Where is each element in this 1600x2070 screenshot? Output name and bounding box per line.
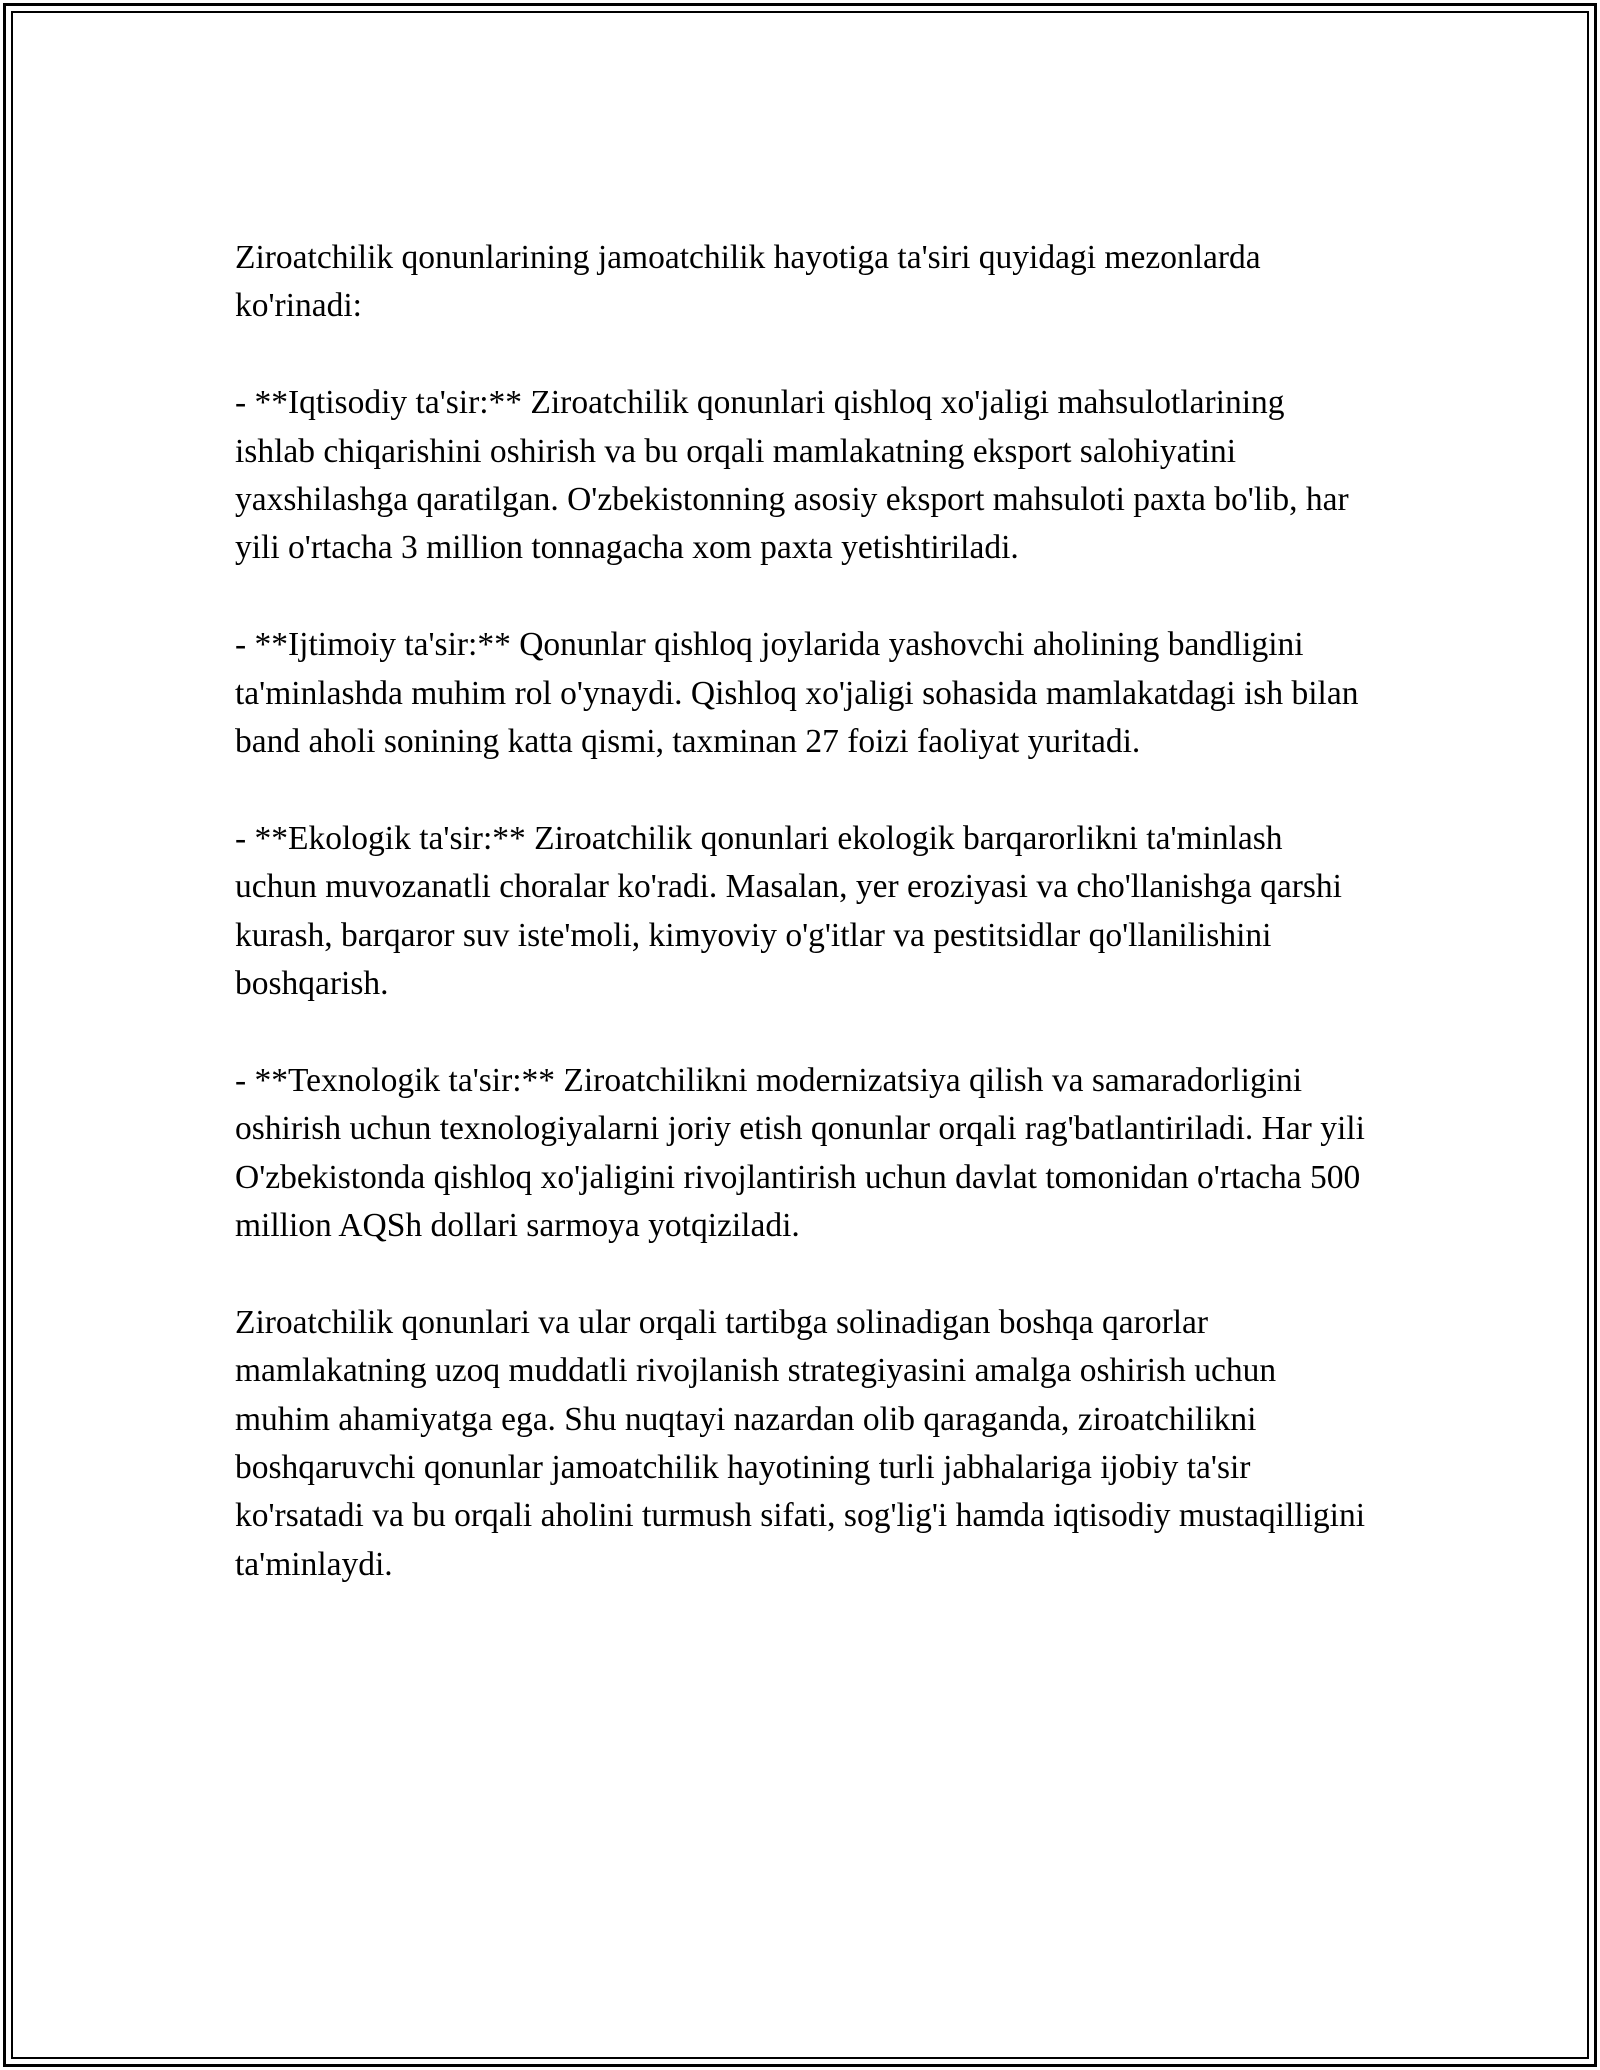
ecological-impact-paragraph: - **Ekologik ta'sir:** Ziroatchilik qonunlari ekologik barqarorlikni ta'minlash uchun muvozanatli choralar ko'radi. Masalan, yer eroziyasi va cho'llanishga qarshi kurash, barqaror suv iste'moli, kimyoviy o'g'itlar va pestitsidlar qo'llanilishini boshqarish. xyxy=(235,819,1342,1003)
conclusion-paragraph: Ziroatchilik qonunlari va ular orqali tartibga solinadigan boshqa qarorlar mamlakatning uzoq muddatli rivojlanish strategiyasini amalga oshirish uchun muhim ahamiyatga ega. Shu nuqtayi nazardan olib qaraganda, ziroatchilikni boshqaruvchi qonunlar jamoatchilik hayotining turli jabhalariga ijobiy ta'sir ko'rsatadi va bu orqali aholini turmush sifati, sog'lig'i hamda iqtisodiy mustaqilligini ta'minlaydi. xyxy=(235,1303,1366,1583)
economic-impact-paragraph: - **Iqtisodiy ta'sir:** Ziroatchilik qonunlari qishloq xo'jaligi mahsulotlarining ishlab chiqarishini oshirish va bu orqali mamlakatning eksport salohiyatini yaxshilashga qaratilgan. O'zbekistonning asosiy eksport mahsuloti paxta bo'lib, har yili o'rtacha 3 million tonnagacha xom paxta yetishtiriladi. xyxy=(235,384,1349,567)
social-impact-paragraph: - **Ijtimoiy ta'sir:** Qonunlar qishloq joylarida yashovchi aholining bandligini ta'minlashda muhim rol o'ynaydi. Qishloq xo'jaligi sohasida mamlakatdagi ish bilan band aholi sonining katta qismi, taxminan 27 foizi faoliyat yuritadi. xyxy=(235,626,1359,761)
intro-paragraph: Ziroatchilik qonunlarining jamoatchilik hayotiga ta'siri quyidagi mezonlarda ko'rinadi: xyxy=(235,239,1261,325)
document-body xyxy=(235,234,1365,1589)
technological-impact-paragraph: - **Texnologik ta'sir:** Ziroatchilikni modernizatsiya qilish va samaradorligini oshirish uchun texnologiyalarni joriy etish qonunlar orqali rag'batlantiriladi. Har yili O'zbekistonda qishloq xo'jaligini rivojlantirish uchun davlat tomonidan o'rtacha 500 million AQSh dollari sarmoya yotqiziladi. xyxy=(235,1061,1365,1245)
